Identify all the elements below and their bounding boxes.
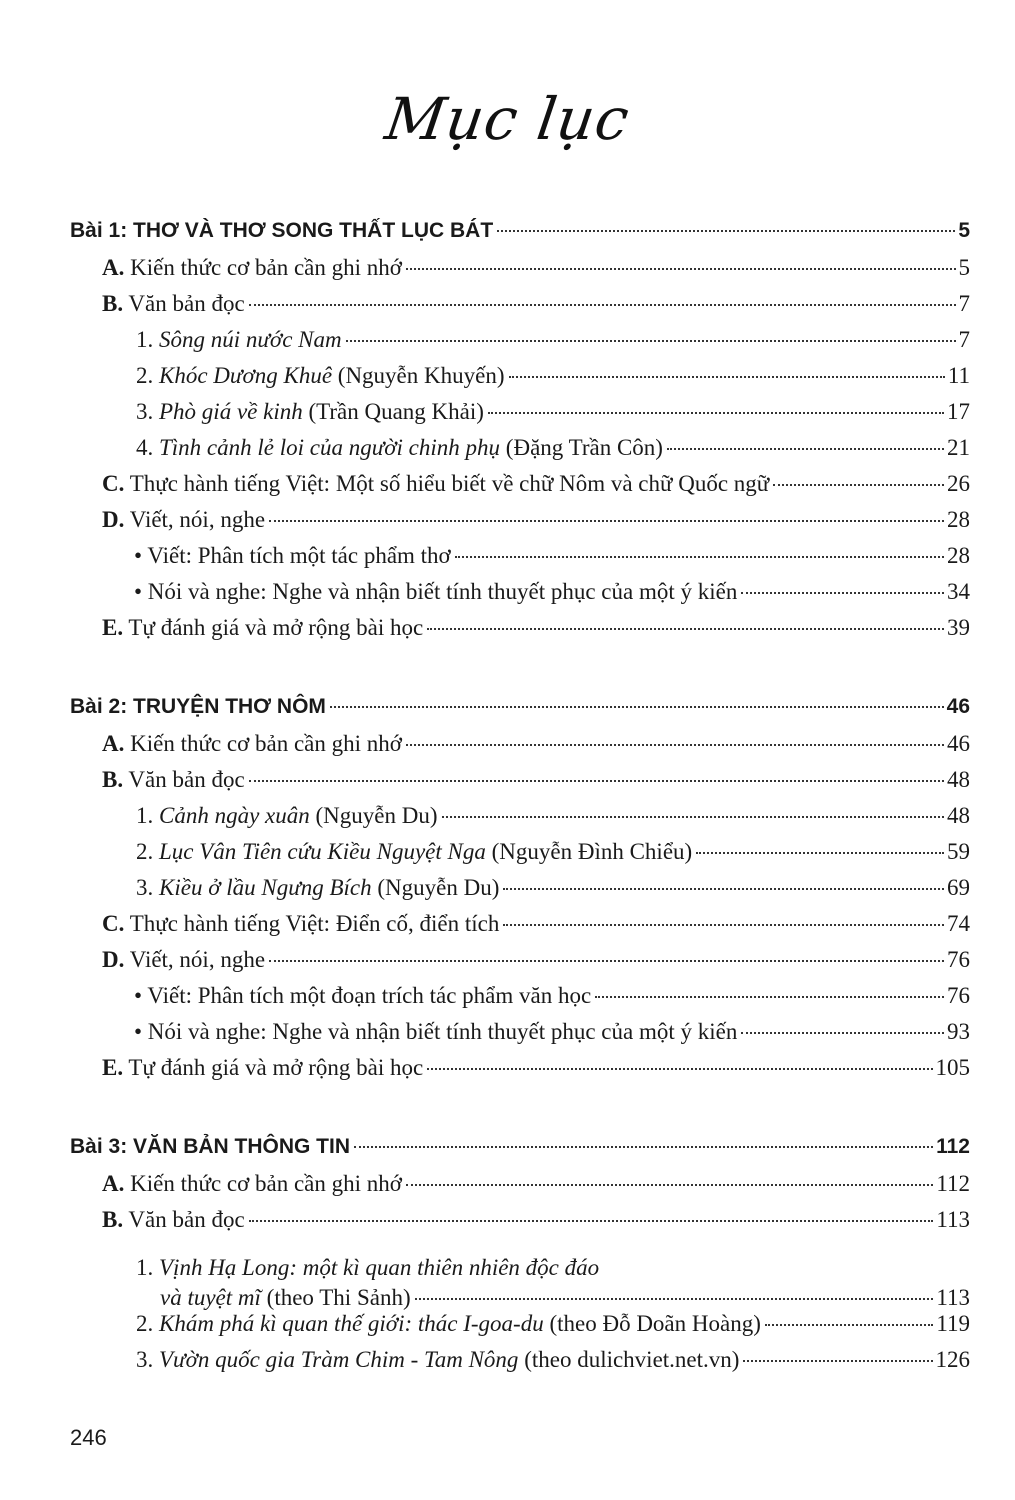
reading-number: 4. xyxy=(136,435,159,460)
bullet-entry[interactable] xyxy=(70,1019,970,1055)
dot-leader xyxy=(765,1324,933,1326)
dot-leader xyxy=(503,888,944,890)
page-ref: 112 xyxy=(936,1171,970,1196)
entry-letter: D. xyxy=(102,947,125,972)
lesson-1 xyxy=(70,219,970,651)
dot-leader xyxy=(427,628,944,630)
toc-entry-a[interactable] xyxy=(70,255,970,291)
dot-leader xyxy=(330,706,944,708)
page-ref: 46 xyxy=(946,695,970,718)
reading-entry[interactable] xyxy=(70,327,970,363)
reading-author: (theo dulichviet.net.vn) xyxy=(518,1347,740,1372)
dot-leader xyxy=(427,1068,932,1070)
dot-leader xyxy=(269,520,944,522)
reading-title: Khóc Dương Khuê xyxy=(159,363,333,388)
reading-title: Khám phá kì quan thế giới: thác I-goa-du xyxy=(159,1311,544,1336)
lesson-title: Bài 2: TRUYỆN THƠ NÔM xyxy=(70,695,326,718)
reading-entry[interactable] xyxy=(70,875,970,911)
entry-text: • Nói và nghe: Nghe và nhận biết tính thuyết phục của một ý kiến xyxy=(134,1019,738,1044)
page-ref: 69 xyxy=(947,875,970,900)
page-ref: 28 xyxy=(947,543,970,568)
dot-leader xyxy=(406,744,944,746)
page-ref: 5 xyxy=(958,255,970,280)
page-ref: 126 xyxy=(935,1347,970,1372)
page-ref: 7 xyxy=(958,291,970,316)
reading-title: Lục Vân Tiên cứu Kiều Nguyệt Nga xyxy=(159,839,486,864)
entry-letter: D. xyxy=(102,507,125,532)
dot-leader xyxy=(354,1146,933,1148)
entry-text: • Viết: Phân tích một tác phẩm thơ xyxy=(134,543,451,568)
lesson-2 xyxy=(70,695,970,1091)
dot-leader xyxy=(249,780,944,782)
entry-letter: B. xyxy=(102,291,124,316)
entry-letter: E. xyxy=(102,615,124,640)
reading-entry[interactable] xyxy=(70,1311,970,1347)
page-ref: 5 xyxy=(958,219,970,242)
entry-text: Kiến thức cơ bản cần ghi nhớ xyxy=(124,731,402,756)
reading-entry[interactable] xyxy=(70,1243,970,1311)
page-ref: 28 xyxy=(947,507,970,532)
dot-leader xyxy=(667,448,944,450)
reading-author: (Đặng Trần Côn) xyxy=(500,435,663,460)
lesson-title: Bài 1: THƠ VÀ THƠ SONG THẤT LỤC BÁT xyxy=(70,219,494,242)
reading-number: 2. xyxy=(136,1311,159,1336)
entry-letter: A. xyxy=(102,731,125,756)
entry-text: Thực hành tiếng Việt: Một số hiểu biết về chữ Nôm và chữ Quốc ngữ xyxy=(124,471,770,496)
lesson-heading[interactable] xyxy=(70,695,970,731)
dot-leader xyxy=(415,1298,934,1300)
reading-title: Sông núi nước Nam xyxy=(159,327,342,352)
dot-leader xyxy=(249,304,956,306)
page-ref: 39 xyxy=(947,615,970,640)
entry-text: Thực hành tiếng Việt: Điển cố, điển tích xyxy=(124,911,500,936)
dot-leader xyxy=(741,1032,944,1034)
reading-number: 1. xyxy=(136,327,159,352)
reading-number: 2. xyxy=(136,363,159,388)
reading-title: Cảnh ngày xuân xyxy=(159,803,310,828)
toc-entry-b[interactable] xyxy=(70,1207,970,1243)
entry-text: • Nói và nghe: Nghe và nhận biết tính thuyết phục của một ý kiến xyxy=(134,579,738,604)
dot-leader xyxy=(696,852,944,854)
entry-text: Viết, nói, nghe xyxy=(124,947,266,972)
page-ref: 105 xyxy=(935,1055,970,1080)
dot-leader xyxy=(743,1360,932,1362)
lesson-heading[interactable] xyxy=(70,1135,970,1171)
reading-entry[interactable] xyxy=(70,803,970,839)
entry-letter: C. xyxy=(102,471,125,496)
entry-text: Văn bản đọc xyxy=(123,291,245,316)
entry-text: Văn bản đọc xyxy=(123,1207,245,1232)
lesson-3 xyxy=(70,1135,970,1383)
lesson-heading[interactable] xyxy=(70,219,970,255)
toc-entry-a[interactable] xyxy=(70,731,970,767)
reading-author: (Nguyễn Du) xyxy=(309,803,438,828)
dot-leader xyxy=(503,924,944,926)
dot-leader xyxy=(269,960,944,962)
page-ref: 11 xyxy=(947,363,970,388)
entry-text: Viết, nói, nghe xyxy=(124,507,266,532)
toc-entry-e[interactable] xyxy=(70,615,970,651)
entry-letter: C. xyxy=(102,911,125,936)
entry-letter: B. xyxy=(102,767,124,792)
bullet-entry[interactable] xyxy=(70,543,970,579)
page-ref: 46 xyxy=(947,731,970,756)
reading-title: Kiều ở lầu Ngưng Bích xyxy=(159,875,372,900)
reading-number: 1. xyxy=(136,1255,159,1280)
reading-number: 1. xyxy=(136,803,159,828)
reading-title: Phò giá về kinh xyxy=(159,399,303,424)
page-ref: 17 xyxy=(947,399,970,424)
toc-entry-a[interactable] xyxy=(70,1171,970,1207)
dot-leader xyxy=(509,376,945,378)
toc-entry-b[interactable] xyxy=(70,767,970,803)
dot-leader xyxy=(773,484,944,486)
dot-leader xyxy=(497,230,955,232)
dot-leader xyxy=(346,340,956,342)
toc-entry-c[interactable] xyxy=(70,911,970,947)
reading-author: (Nguyễn Du) xyxy=(371,875,500,900)
page-title: Mục lục xyxy=(381,85,634,153)
lesson-title: Bài 3: VĂN BẢN THÔNG TIN xyxy=(70,1135,351,1158)
page-ref: 93 xyxy=(947,1019,970,1044)
page-ref: 48 xyxy=(947,803,970,828)
reading-title: Vịnh Hạ Long: một kì quan thiên nhiên độc đáo xyxy=(159,1255,600,1280)
toc-entry-c[interactable] xyxy=(70,471,970,507)
page-ref: 113 xyxy=(936,1207,970,1232)
reading-title: Vườn quốc gia Tràm Chim - Tam Nông xyxy=(159,1347,519,1372)
toc-entry-d[interactable] xyxy=(70,507,970,543)
reading-entry[interactable] xyxy=(70,399,970,435)
entry-text: Kiến thức cơ bản cần ghi nhớ xyxy=(124,255,402,280)
entry-text: Tự đánh giá và mở rộng bài học xyxy=(123,615,424,640)
dot-leader xyxy=(249,1220,934,1222)
reading-entry[interactable] xyxy=(70,363,970,399)
toc-entry-e[interactable] xyxy=(70,1055,970,1091)
page-number: 246 xyxy=(70,1425,107,1450)
page-ref: 76 xyxy=(947,947,970,972)
entry-text: • Viết: Phân tích một đoạn trích tác phẩm văn học xyxy=(134,983,592,1008)
table-of-contents xyxy=(70,219,970,1383)
reading-entry[interactable] xyxy=(70,435,970,471)
reading-author: (theo Đỗ Doãn Hoàng) xyxy=(543,1311,761,1336)
reading-number: 3. xyxy=(136,399,159,424)
dot-leader xyxy=(442,816,944,818)
page-ref: 7 xyxy=(958,327,970,352)
dot-leader xyxy=(455,556,944,558)
page-ref: 34 xyxy=(947,579,970,604)
reading-author: (Nguyễn Khuyến) xyxy=(332,363,505,388)
page-ref: 59 xyxy=(947,839,970,864)
page-ref: 113 xyxy=(936,1285,970,1310)
toc-entry-b[interactable] xyxy=(70,291,970,327)
page-ref: 112 xyxy=(936,1135,970,1158)
reading-title: và tuyệt mĩ xyxy=(160,1285,261,1310)
toc-entry-d[interactable] xyxy=(70,947,970,983)
bullet-entry[interactable] xyxy=(70,983,970,1019)
reading-number: 2. xyxy=(136,839,159,864)
entry-letter: A. xyxy=(102,255,125,280)
reading-entry[interactable] xyxy=(70,839,970,875)
page-ref: 74 xyxy=(947,911,970,936)
dot-leader xyxy=(406,1184,933,1186)
reading-author: (Trần Quang Khải) xyxy=(302,399,484,424)
dot-leader xyxy=(741,592,944,594)
dot-leader xyxy=(406,268,956,270)
entry-letter: B. xyxy=(102,1207,124,1232)
page-ref: 119 xyxy=(936,1311,970,1336)
page-ref: 21 xyxy=(947,435,970,460)
reading-title: Tình cảnh lẻ loi của người chinh phụ xyxy=(159,435,501,460)
page-ref: 26 xyxy=(947,471,970,496)
page-ref: 76 xyxy=(947,983,970,1008)
bullet-entry[interactable] xyxy=(70,579,970,615)
reading-number: 3. xyxy=(136,875,159,900)
dot-leader xyxy=(488,412,944,414)
entry-letter: A. xyxy=(102,1171,125,1196)
entry-text: Văn bản đọc xyxy=(123,767,245,792)
entry-letter: E. xyxy=(102,1055,124,1080)
title-area xyxy=(0,85,1015,153)
reading-entry[interactable] xyxy=(70,1347,970,1383)
entry-text: Tự đánh giá và mở rộng bài học xyxy=(123,1055,424,1080)
entry-text: Kiến thức cơ bản cần ghi nhớ xyxy=(124,1171,402,1196)
reading-number: 3. xyxy=(136,1347,159,1372)
reading-author: (Nguyễn Đình Chiểu) xyxy=(485,839,693,864)
page-ref: 48 xyxy=(947,767,970,792)
reading-author: (theo Thi Sảnh) xyxy=(260,1285,411,1310)
dot-leader xyxy=(595,996,944,998)
